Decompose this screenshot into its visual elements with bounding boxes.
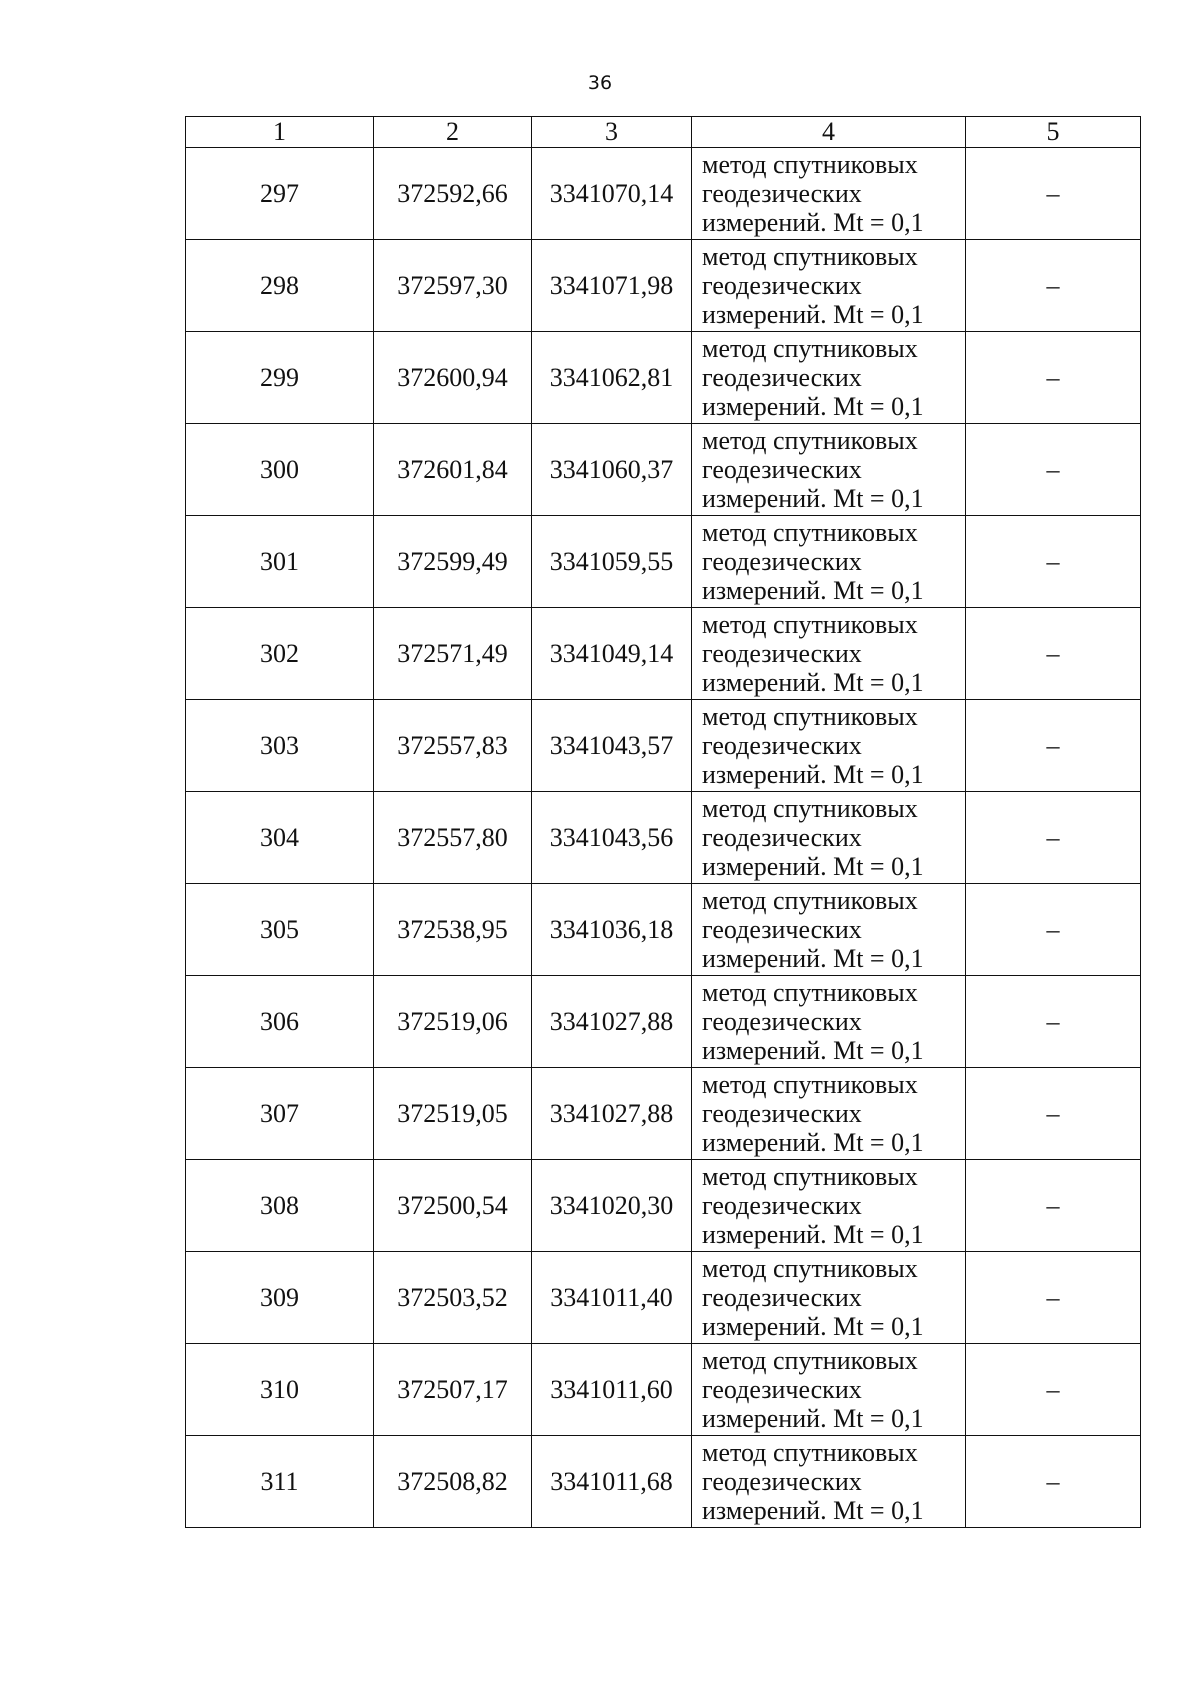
method-line: измерений. Mt = 0,1 [702, 852, 924, 881]
method-line: метод спутниковых [702, 1438, 918, 1467]
method-line: метод спутниковых [702, 886, 918, 915]
note-cell: – [966, 1344, 1141, 1436]
table-row [186, 1436, 1141, 1528]
method-line: геодезических [702, 1191, 862, 1220]
x-coordinate-cell: 372508,82 [374, 1436, 532, 1528]
method-line: геодезических [702, 271, 862, 300]
method-line: измерений. Mt = 0,1 [702, 1404, 924, 1433]
x-coordinate-cell: 372519,06 [374, 976, 532, 1068]
table-row [186, 148, 1141, 240]
x-coordinate-cell: 372557,80 [374, 792, 532, 884]
note-cell: – [966, 700, 1141, 792]
method-cell [692, 424, 966, 516]
point-number-cell: 297 [186, 148, 374, 240]
table-row [186, 1068, 1141, 1160]
point-number-cell: 309 [186, 1252, 374, 1344]
column-header: 3 [532, 117, 692, 148]
table-row [186, 240, 1141, 332]
table-row [186, 792, 1141, 884]
point-number-cell: 302 [186, 608, 374, 700]
method-line: измерений. Mt = 0,1 [702, 944, 924, 973]
x-coordinate-cell: 372597,30 [374, 240, 532, 332]
method-line: измерений. Mt = 0,1 [702, 300, 924, 329]
method-cell [692, 240, 966, 332]
method-line: метод спутниковых [702, 518, 918, 547]
point-number-cell: 303 [186, 700, 374, 792]
x-coordinate-cell: 372601,84 [374, 424, 532, 516]
y-coordinate-cell: 3341027,88 [532, 976, 692, 1068]
method-line: измерений. Mt = 0,1 [702, 1220, 924, 1249]
method-line: метод спутниковых [702, 242, 918, 271]
method-line: геодезических [702, 547, 862, 576]
table-row [186, 1344, 1141, 1436]
note-cell: – [966, 976, 1141, 1068]
x-coordinate-cell: 372592,66 [374, 148, 532, 240]
method-line: геодезических [702, 179, 862, 208]
table-row [186, 1160, 1141, 1252]
y-coordinate-cell: 3341071,98 [532, 240, 692, 332]
table-row [186, 976, 1141, 1068]
point-number-cell: 301 [186, 516, 374, 608]
x-coordinate-cell: 372571,49 [374, 608, 532, 700]
y-coordinate-cell: 3341020,30 [532, 1160, 692, 1252]
point-number-cell: 308 [186, 1160, 374, 1252]
y-coordinate-cell: 3341070,14 [532, 148, 692, 240]
y-coordinate-cell: 3341043,56 [532, 792, 692, 884]
column-header: 1 [186, 117, 374, 148]
y-coordinate-cell: 3341059,55 [532, 516, 692, 608]
method-line: геодезических [702, 823, 862, 852]
point-number-cell: 298 [186, 240, 374, 332]
x-coordinate-cell: 372519,05 [374, 1068, 532, 1160]
note-cell: – [966, 424, 1141, 516]
note-cell: – [966, 1068, 1141, 1160]
method-line: метод спутниковых [702, 1070, 918, 1099]
note-cell: – [966, 516, 1141, 608]
point-number-cell: 310 [186, 1344, 374, 1436]
method-cell [692, 700, 966, 792]
method-line: метод спутниковых [702, 334, 918, 363]
method-line: геодезических [702, 1375, 862, 1404]
y-coordinate-cell: 3341062,81 [532, 332, 692, 424]
y-coordinate-cell: 3341060,37 [532, 424, 692, 516]
method-line: метод спутниковых [702, 1346, 918, 1375]
method-cell [692, 1252, 966, 1344]
note-cell: – [966, 148, 1141, 240]
table-row [186, 884, 1141, 976]
method-cell [692, 332, 966, 424]
point-number-cell: 305 [186, 884, 374, 976]
method-cell [692, 792, 966, 884]
method-line: геодезических [702, 915, 862, 944]
coordinates-table [185, 116, 1141, 1528]
method-cell [692, 608, 966, 700]
x-coordinate-cell: 372599,49 [374, 516, 532, 608]
x-coordinate-cell: 372503,52 [374, 1252, 532, 1344]
method-cell [692, 976, 966, 1068]
x-coordinate-cell: 372500,54 [374, 1160, 532, 1252]
method-cell [692, 148, 966, 240]
method-line: метод спутниковых [702, 702, 918, 731]
x-coordinate-cell: 372538,95 [374, 884, 532, 976]
method-line: измерений. Mt = 0,1 [702, 208, 924, 237]
method-line: метод спутниковых [702, 794, 918, 823]
method-line: метод спутниковых [702, 1254, 918, 1283]
method-line: измерений. Mt = 0,1 [702, 1312, 924, 1341]
method-cell [692, 516, 966, 608]
y-coordinate-cell: 3341049,14 [532, 608, 692, 700]
method-line: измерений. Mt = 0,1 [702, 668, 924, 697]
table-header-row [186, 117, 1141, 148]
column-header: 2 [374, 117, 532, 148]
method-cell [692, 884, 966, 976]
method-line: геодезических [702, 639, 862, 668]
method-line: метод спутниковых [702, 426, 918, 455]
method-line: метод спутниковых [702, 978, 918, 1007]
note-cell: – [966, 608, 1141, 700]
method-cell [692, 1160, 966, 1252]
x-coordinate-cell: 372507,17 [374, 1344, 532, 1436]
table-row [186, 1252, 1141, 1344]
method-line: измерений. Mt = 0,1 [702, 484, 924, 513]
note-cell: – [966, 240, 1141, 332]
method-cell [692, 1344, 966, 1436]
method-line: измерений. Mt = 0,1 [702, 760, 924, 789]
method-line: измерений. Mt = 0,1 [702, 1496, 924, 1525]
note-cell: – [966, 1252, 1141, 1344]
note-cell: – [966, 1160, 1141, 1252]
y-coordinate-cell: 3341011,60 [532, 1344, 692, 1436]
method-line: геодезических [702, 363, 862, 392]
table-row [186, 332, 1141, 424]
method-line: геодезических [702, 1099, 862, 1128]
method-line: измерений. Mt = 0,1 [702, 1128, 924, 1157]
point-number-cell: 304 [186, 792, 374, 884]
table-row [186, 700, 1141, 792]
method-line: геодезических [702, 1283, 862, 1312]
note-cell: – [966, 332, 1141, 424]
method-line: метод спутниковых [702, 610, 918, 639]
y-coordinate-cell: 3341011,68 [532, 1436, 692, 1528]
table-row [186, 516, 1141, 608]
point-number-cell: 299 [186, 332, 374, 424]
x-coordinate-cell: 372557,83 [374, 700, 532, 792]
y-coordinate-cell: 3341011,40 [532, 1252, 692, 1344]
note-cell: – [966, 792, 1141, 884]
point-number-cell: 307 [186, 1068, 374, 1160]
table-body [186, 148, 1141, 1528]
method-line: метод спутниковых [702, 1162, 918, 1191]
method-line: геодезических [702, 455, 862, 484]
y-coordinate-cell: 3341036,18 [532, 884, 692, 976]
method-line: метод спутниковых [702, 150, 918, 179]
method-line: измерений. Mt = 0,1 [702, 1036, 924, 1065]
point-number-cell: 306 [186, 976, 374, 1068]
method-cell [692, 1068, 966, 1160]
y-coordinate-cell: 3341027,88 [532, 1068, 692, 1160]
note-cell: – [966, 1436, 1141, 1528]
table-row [186, 424, 1141, 516]
table-row [186, 608, 1141, 700]
page-number: 36 [587, 72, 613, 94]
note-cell: – [966, 884, 1141, 976]
x-coordinate-cell: 372600,94 [374, 332, 532, 424]
point-number-cell: 300 [186, 424, 374, 516]
y-coordinate-cell: 3341043,57 [532, 700, 692, 792]
method-line: измерений. Mt = 0,1 [702, 392, 924, 421]
method-cell [692, 1436, 966, 1528]
column-header: 5 [966, 117, 1141, 148]
method-line: измерений. Mt = 0,1 [702, 576, 924, 605]
method-line: геодезических [702, 1467, 862, 1496]
column-header: 4 [692, 117, 966, 148]
point-number-cell: 311 [186, 1436, 374, 1528]
method-line: геодезических [702, 1007, 862, 1036]
method-line: геодезических [702, 731, 862, 760]
